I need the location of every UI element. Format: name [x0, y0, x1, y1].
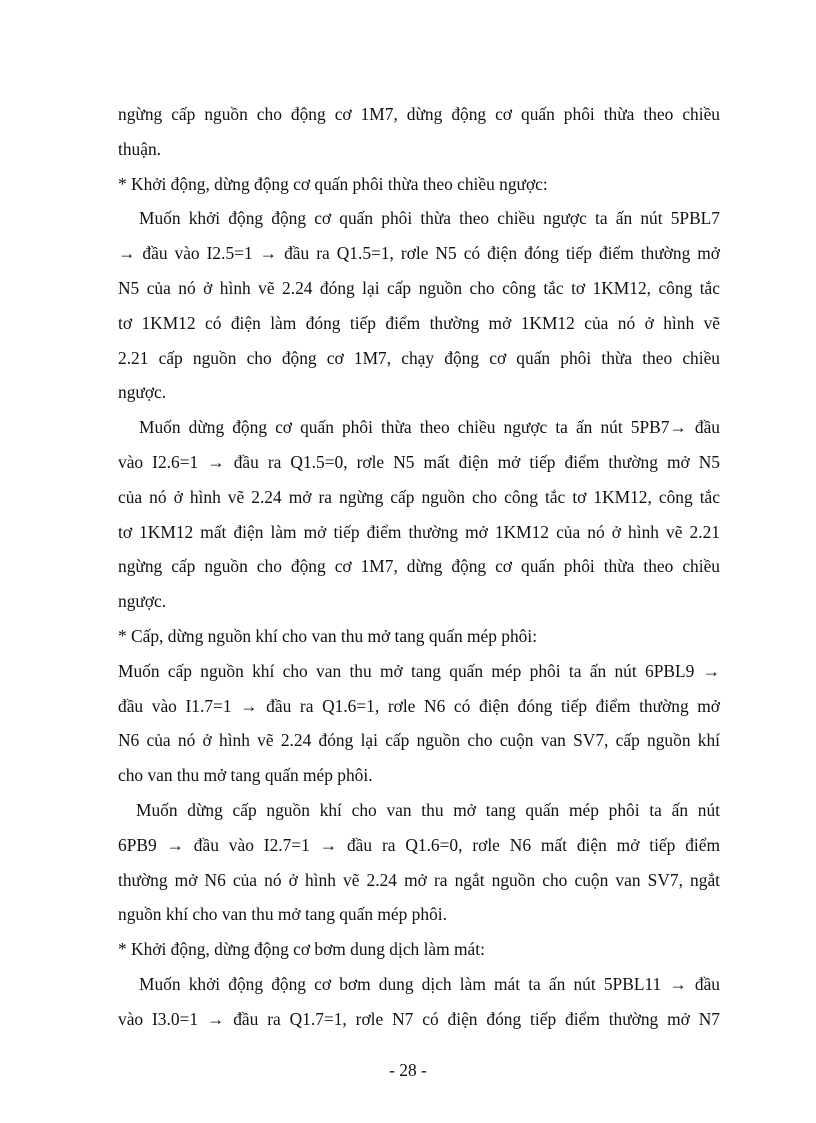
text-line: 6PB9 → đầu vào I2.7=1 → đầu ra Q1.6=0, rơle N6 mất điện mở tiếp điểm	[118, 834, 720, 855]
text-line: → đầu vào I2.5=1 → đầu ra Q1.5=1, rơle N5 có điện đóng tiếp điểm thường mở	[118, 243, 720, 264]
document-body	[118, 97, 720, 1037]
text-line: Muốn khởi động động cơ quấn phôi thừa theo chiều ngược ta ấn nút 5PBL7	[139, 208, 720, 229]
text-line: ngược.	[118, 591, 167, 612]
text-line: thuận.	[118, 138, 161, 159]
text-line: tơ 1KM12 có điện làm đóng tiếp điểm thường mở 1KM12 của nó ở hình vẽ	[118, 312, 720, 333]
text-line: N6 của nó ở hình vẽ 2.24 đóng lại cấp nguồn cho cuộn van SV7, cấp nguồn khí	[118, 730, 720, 751]
text-line: Muốn khởi động động cơ bơm dung dịch làm mát ta ấn nút 5PBL11 → đầu	[139, 973, 720, 994]
section-heading: * Cấp, dừng nguồn khí cho van thu mở tang quấn mép phôi:	[118, 625, 538, 646]
text-line: N5 của nó ở hình vẽ 2.24 đóng lại cấp nguồn cho công tắc tơ 1KM12, công tắc	[118, 277, 720, 298]
text-line: 2.21 cấp nguồn cho động cơ 1M7, chạy động cơ quấn phôi thừa theo chiều	[118, 347, 720, 368]
text-line: của nó ở hình vẽ 2.24 mở ra ngừng cấp nguồn cho công tắc tơ 1KM12, công tắc	[118, 486, 720, 507]
text-line: Muốn cấp nguồn khí cho van thu mở tang quấn mép phôi ta ấn nút 6PBL9 →	[118, 660, 720, 681]
text-line: tơ 1KM12 mất điện làm mở tiếp điểm thường mở 1KM12 của nó ở hình vẽ 2.21	[118, 521, 720, 542]
text-line: cho van thu mở tang quấn mép phôi.	[118, 765, 373, 786]
section-heading: * Khởi động, dừng động cơ bơm dung dịch làm mát:	[118, 939, 485, 960]
text-line: Muốn dừng động cơ quấn phôi thừa theo chiều ngược ta ấn nút 5PB7→ đầu	[139, 417, 720, 438]
text-line: đầu vào I1.7=1 → đầu ra Q1.6=1, rơle N6 có điện đóng tiếp điểm thường mở	[118, 695, 720, 716]
text-line: Muốn dừng cấp nguồn khí cho van thu mở tang quấn mép phôi ta ấn nút	[136, 799, 720, 820]
section-heading: * Khởi động, dừng động cơ quấn phôi thừa theo chiều ngược:	[118, 173, 548, 194]
text-line: ngừng cấp nguồn cho động cơ 1M7, dừng động cơ quấn phôi thừa theo chiều	[118, 556, 720, 577]
text-line: vào I2.6=1 → đầu ra Q1.5=0, rơle N5 mất điện mở tiếp điểm thường mở N5	[118, 451, 720, 472]
text-line: ngược.	[118, 382, 167, 403]
text-line: vào I3.0=1 → đầu ra Q1.7=1, rơle N7 có điện đóng tiếp điểm thường mở N7	[118, 1008, 720, 1029]
text-line: thường mở N6 của nó ở hình vẽ 2.24 mở ra ngắt nguồn cho cuộn van SV7, ngắt	[118, 869, 720, 890]
text-line: nguồn khí cho van thu mở tang quấn mép phôi.	[118, 904, 447, 925]
text-line: ngừng cấp nguồn cho động cơ 1M7, dừng động cơ quấn phôi thừa theo chiều	[118, 104, 720, 124]
page-number: - 28 -	[389, 1060, 427, 1080]
